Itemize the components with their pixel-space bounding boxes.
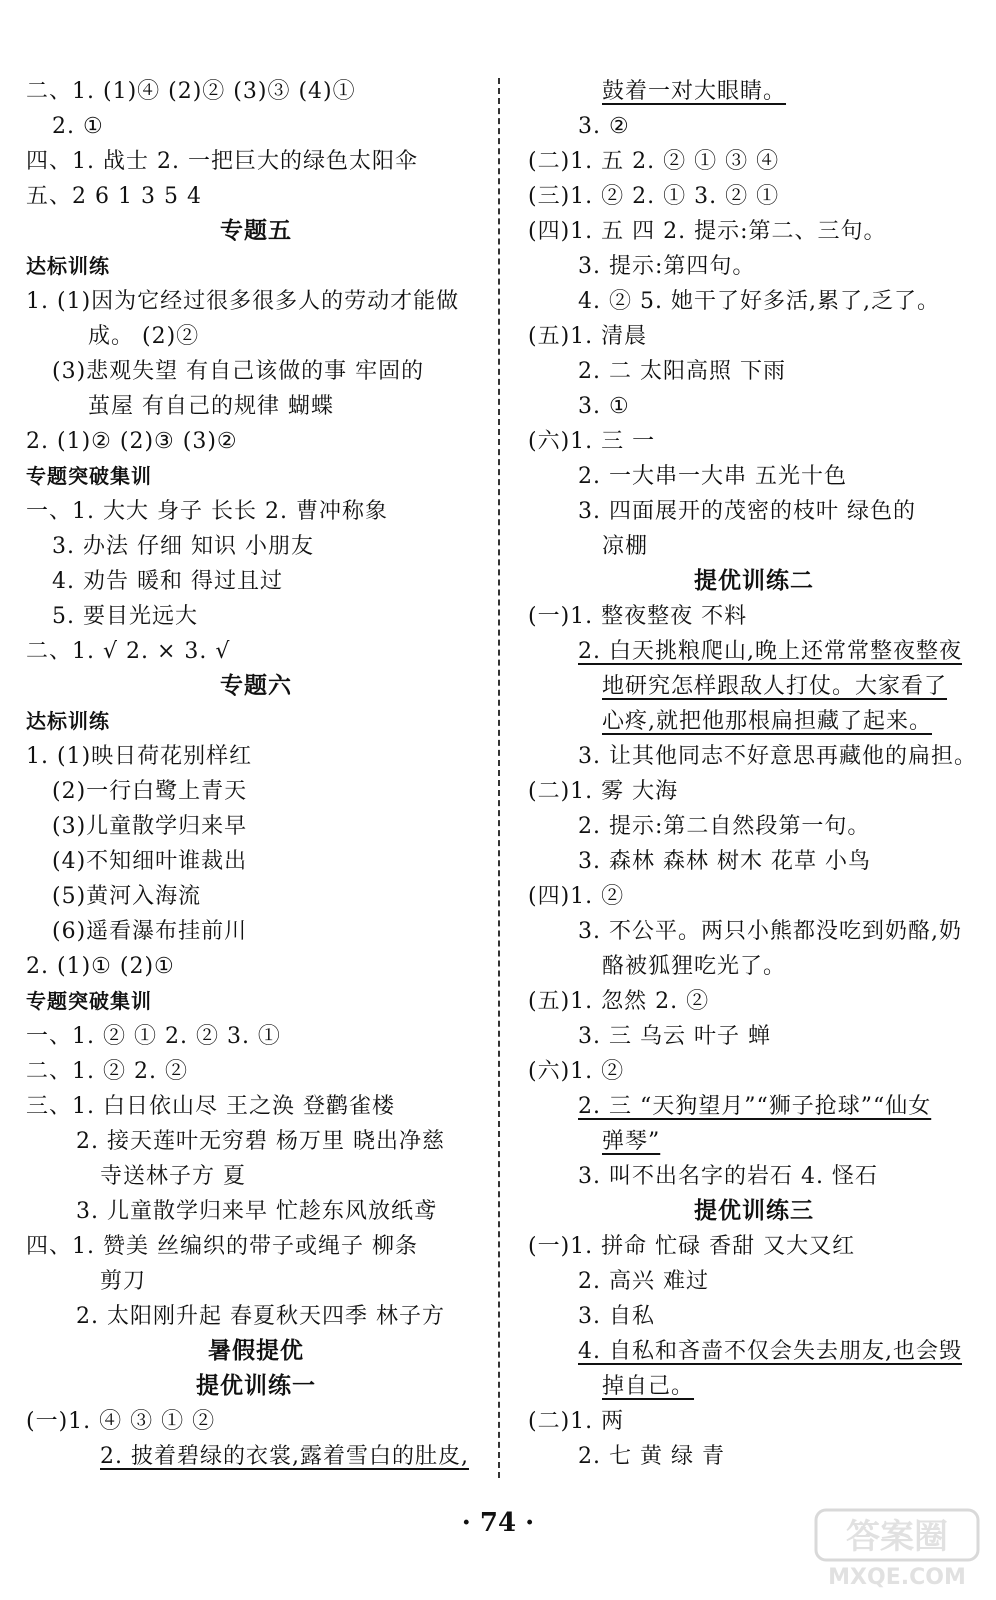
answer-line <box>528 774 980 809</box>
answer-line <box>528 144 980 179</box>
answer-line <box>528 1089 980 1124</box>
answer-line <box>26 1124 486 1159</box>
answer-text: (六)1. 三 一 <box>528 429 656 454</box>
answer-line <box>528 634 980 669</box>
answer-text: 2. (1)② (2)③ (3)② <box>26 429 238 454</box>
answer-line <box>528 739 980 774</box>
answer-text: 二、1. (1)④ (2)② (3)③ (4)① <box>26 79 356 104</box>
answer-line <box>528 109 980 144</box>
answer-text: 3. 不公平。两只小熊都没吃到奶酪,奶 <box>578 919 962 944</box>
answer-text: 2. 一大串一大串 五光十色 <box>578 464 847 489</box>
answer-text: (四)1. 五 四 2. 提示:第二、三句。 <box>528 219 887 244</box>
answer-text: 2. 三 “天狗望月”“狮子抢球”“仙女 <box>578 1094 932 1119</box>
watermark-logo <box>812 1506 982 1590</box>
subsection-label <box>26 984 486 1019</box>
answer-text: 2. 接天莲叶无穷碧 杨万里 晓出净慈 <box>76 1129 445 1154</box>
answer-line <box>26 179 486 214</box>
answer-text: 暑假提优 <box>208 1338 304 1364</box>
answer-line <box>26 354 486 389</box>
answer-line <box>528 1054 980 1089</box>
answer-text: 2. 二 太阳高照 下雨 <box>578 359 786 384</box>
answer-line <box>528 354 980 389</box>
answer-text: (二)1. 雾 大海 <box>528 779 679 804</box>
answer-text: 3. 叫不出名字的岩石 4. 怪石 <box>578 1164 878 1189</box>
answer-text: 五、2 6 1 3 5 4 <box>26 184 202 209</box>
answer-text: 2. 太阳刚升起 春夏秋天四季 林子方 <box>76 1304 445 1329</box>
answer-text: (5)黄河入海流 <box>52 884 202 909</box>
answer-text: 4. 劝告 暖和 得过且过 <box>52 569 283 594</box>
answer-text: 地研究怎样跟敌人打仗。大家看了 <box>602 674 948 699</box>
answer-line <box>528 879 980 914</box>
answer-line <box>528 74 980 109</box>
left-column <box>26 74 486 1474</box>
answer-text: 鼓着一对大眼睛。 <box>602 79 787 104</box>
page-number: · 74 · <box>461 1508 535 1538</box>
answer-text: (3)悲观失望 有自己该做的事 牢固的 <box>52 359 425 384</box>
answer-text: 专题突破集训 <box>26 989 152 1013</box>
answer-text: 2. (1)① (2)① <box>26 954 175 979</box>
answer-line <box>528 494 980 529</box>
answer-text: 2. 白天挑粮爬山,晚上还常常整夜整夜 <box>578 639 962 664</box>
answer-line <box>528 459 980 494</box>
answer-text: 1. (1)因为它经过很多很多人的劳动才能做 <box>26 289 460 314</box>
answer-line <box>528 599 980 634</box>
answer-line <box>528 914 980 949</box>
answer-text: 2. 提示:第二自然段第一句。 <box>578 814 871 839</box>
answer-text: (四)1. ② <box>528 884 625 909</box>
answer-text: 心疼,就把他那根扁担藏了起来。 <box>602 709 932 734</box>
answer-text: 3. 自私 <box>578 1304 655 1329</box>
answer-line <box>528 284 980 319</box>
answer-line <box>528 389 980 424</box>
answer-line <box>528 949 980 984</box>
answer-text: (3)儿童散学归来早 <box>52 814 248 839</box>
answer-line <box>26 844 486 879</box>
answer-text: 达标训练 <box>26 709 110 733</box>
answer-text: (6)遥看瀑布挂前川 <box>52 919 248 944</box>
subsection-label <box>26 459 486 494</box>
answer-text: (五)1. 清晨 <box>528 324 648 349</box>
answer-text: 3. 森林 森林 树木 花草 小鸟 <box>578 849 871 874</box>
answer-text: (2)一行白鹭上青天 <box>52 779 248 804</box>
answer-line <box>26 109 486 144</box>
answer-line <box>26 879 486 914</box>
subsection-label <box>26 704 486 739</box>
answer-text: 成。 (2)② <box>88 324 200 349</box>
answer-text: 专题突破集训 <box>26 464 152 488</box>
answer-text: 1. (1)映日荷花别样红 <box>26 744 253 769</box>
answer-text: 一、1. 大大 身子 长长 2. 曹冲称象 <box>26 499 388 524</box>
answer-text: 三、1. 白日依山尽 王之涣 登鹳雀楼 <box>26 1094 395 1119</box>
answer-line <box>528 669 980 704</box>
answer-text: 3. 儿童散学归来早 忙趁东风放纸鸢 <box>76 1199 437 1224</box>
answer-line <box>528 1159 980 1194</box>
answer-line <box>26 74 486 109</box>
answer-text: (一)1. 拼命 忙碌 香甜 又大又红 <box>528 1234 856 1259</box>
answer-text: (一)1. ④ ③ ① ② <box>26 1409 216 1434</box>
answer-line <box>26 494 486 529</box>
answer-text: (二)1. 五 2. ② ① ③ ④ <box>528 149 780 174</box>
answer-line <box>528 1124 980 1159</box>
answer-text: 2. ① <box>52 114 104 139</box>
answer-line <box>26 599 486 634</box>
answer-line <box>26 389 486 424</box>
section-heading <box>528 1194 980 1229</box>
answer-line <box>528 984 980 1019</box>
answer-text: 弹琴” <box>602 1129 661 1154</box>
answer-text: 四、1. 战士 2. 一把巨大的绿色太阳伞 <box>26 149 418 174</box>
answer-line <box>26 1439 486 1474</box>
answer-line <box>26 319 486 354</box>
answer-text: 二、1. ② 2. ② <box>26 1059 188 1084</box>
answer-line <box>26 1019 486 1054</box>
answer-text: 专题六 <box>220 673 292 699</box>
answer-line <box>528 1369 980 1404</box>
answer-line <box>528 1229 980 1264</box>
answer-line <box>528 809 980 844</box>
answer-text: 3. 让其他同志不好意思再藏他的扁担。 <box>578 744 977 769</box>
right-column <box>528 74 980 1474</box>
answer-text: 凉棚 <box>602 534 649 559</box>
section-heading <box>26 1369 486 1404</box>
answer-text: (六)1. ② <box>528 1059 625 1084</box>
column-divider <box>498 78 500 1478</box>
section-heading <box>26 214 486 249</box>
answer-line <box>26 914 486 949</box>
answer-line <box>528 179 980 214</box>
answer-line <box>528 704 980 739</box>
answer-text: 3. ② <box>578 114 630 139</box>
answer-line <box>26 739 486 774</box>
answer-line <box>26 424 486 459</box>
answer-text: (五)1. 忽然 2. ② <box>528 989 710 1014</box>
section-heading <box>26 669 486 704</box>
answer-text: 一、1. ② ① 2. ② 3. ① <box>26 1024 281 1049</box>
answer-text: 3. 三 乌云 叶子 蝉 <box>578 1024 771 1049</box>
answer-line <box>528 1299 980 1334</box>
answer-line <box>26 1054 486 1089</box>
answer-line <box>528 529 980 564</box>
answer-text: 达标训练 <box>26 254 110 278</box>
answer-text: 2. 七 黄 绿 青 <box>578 1444 725 1469</box>
answer-text: 掉自己。 <box>602 1374 695 1399</box>
answer-text: 4. 自私和吝啬不仅会失去朋友,也会毁 <box>578 1339 962 1364</box>
answer-text: 专题五 <box>220 218 292 244</box>
answer-line <box>26 284 486 319</box>
answer-line <box>26 1404 486 1439</box>
answer-text: 3. 提示:第四句。 <box>578 254 756 279</box>
answer-line <box>528 319 980 354</box>
answer-text: 寺送林子方 夏 <box>100 1164 246 1189</box>
answer-line <box>26 564 486 599</box>
answer-line <box>528 1334 980 1369</box>
answer-text: 四、1. 赞美 丝编织的带子或绳子 柳条 <box>26 1234 418 1259</box>
answer-text: 3. 办法 仔细 知识 小朋友 <box>52 534 314 559</box>
answer-text: 酪被狐狸吃光了。 <box>602 954 787 979</box>
answer-line <box>528 1264 980 1299</box>
answer-line <box>26 634 486 669</box>
answer-line <box>528 1019 980 1054</box>
answer-text: 4. ② 5. 她干了好多活,累了,乏了。 <box>578 289 940 314</box>
answer-text: 提优训练一 <box>196 1373 316 1399</box>
answer-line <box>528 1439 980 1474</box>
answer-line <box>26 144 486 179</box>
answer-text: (4)不知细叶谁裁出 <box>52 849 248 874</box>
answer-line <box>26 1194 486 1229</box>
answer-line <box>26 1159 486 1194</box>
answer-line <box>528 1404 980 1439</box>
subsection-label <box>26 249 486 284</box>
answer-text: (三)1. ② 2. ① 3. ② ① <box>528 184 780 209</box>
answer-line <box>26 1299 486 1334</box>
watermark-bottom-text: MXQE.COM <box>828 1565 966 1590</box>
answer-line <box>26 529 486 564</box>
answer-text: 二、1. √ 2. × 3. √ <box>26 639 231 664</box>
answer-line <box>26 949 486 984</box>
answer-line <box>528 424 980 459</box>
answer-text: 剪刀 <box>100 1269 147 1294</box>
answer-line <box>26 1264 486 1299</box>
answer-text: 2. 高兴 难过 <box>578 1269 709 1294</box>
section-heading <box>528 564 980 599</box>
answer-text: 3. 四面展开的茂密的枝叶 绿色的 <box>578 499 916 524</box>
answer-text: (一)1. 整夜整夜 不料 <box>528 604 748 629</box>
answer-line <box>528 844 980 879</box>
watermark-top-text: 答案圈 <box>846 1517 948 1557</box>
answer-line <box>528 249 980 284</box>
answer-text: 5. 要目光远大 <box>52 604 198 629</box>
answer-text: 提优训练二 <box>694 568 814 594</box>
answer-line <box>26 1089 486 1124</box>
answer-text: (二)1. 两 <box>528 1409 625 1434</box>
section-heading <box>26 1334 486 1369</box>
answer-line <box>26 1229 486 1264</box>
answer-line <box>528 214 980 249</box>
answer-text: 提优训练三 <box>694 1198 814 1224</box>
answer-text: 2. 披着碧绿的衣裳,露着雪白的肚皮, <box>100 1444 469 1469</box>
answer-line <box>26 809 486 844</box>
answer-line <box>26 774 486 809</box>
answer-text: 茧屋 有自己的规律 蝴蝶 <box>88 394 334 419</box>
answer-text: 3. ① <box>578 394 630 419</box>
